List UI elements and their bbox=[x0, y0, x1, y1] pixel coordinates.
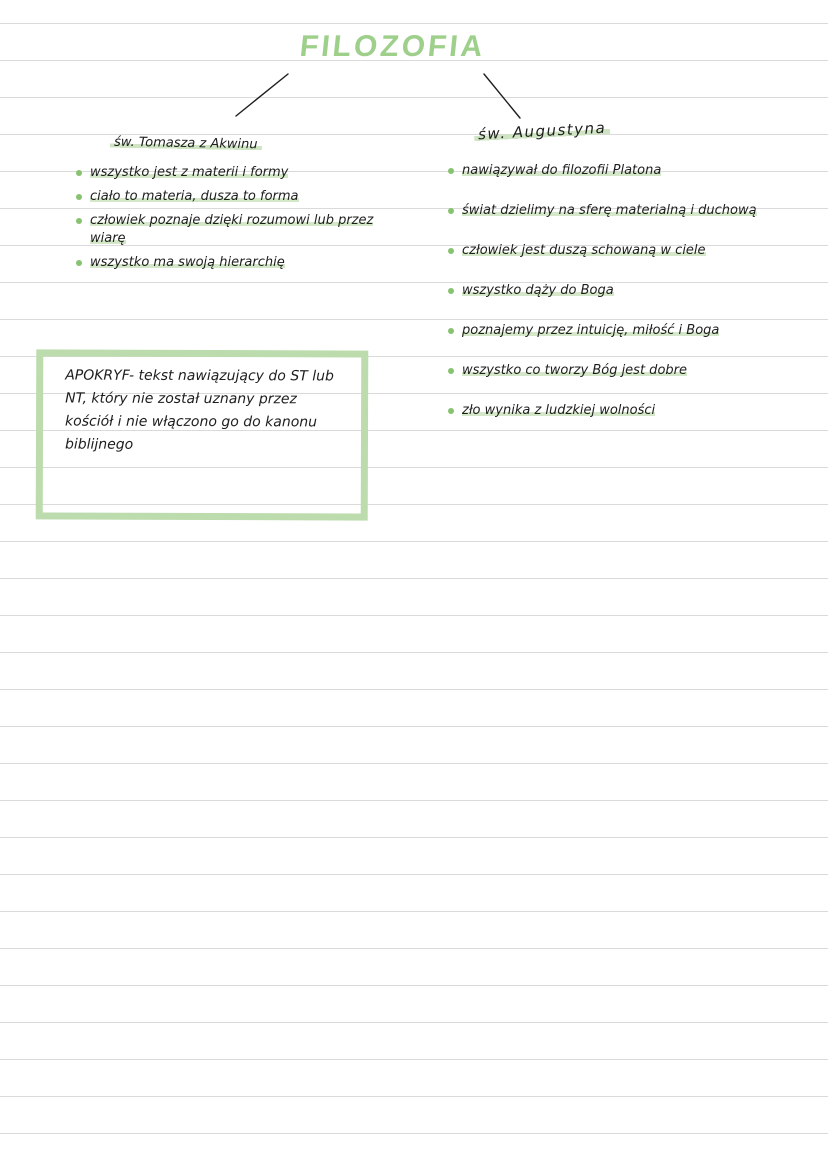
definition-text: APOKRYF- tekst nawiązujący do ST lub NT, który nie został uznany przez kościół i nie włączono go do kanonu biblijnego bbox=[64, 367, 334, 453]
list-item: nawiązywał do filozofii Platona bbox=[448, 162, 808, 180]
branch-line-right bbox=[484, 74, 520, 118]
list-item: poznajemy przez intuicję, miłość i Boga bbox=[448, 322, 808, 340]
list-item: świat dzielimy na sferę materialną i duchową bbox=[448, 202, 808, 220]
list-item: wszystko ma swoją hierarchię bbox=[76, 254, 376, 272]
page-title: FILOZOFIA bbox=[298, 30, 488, 63]
left-column-heading: św. Tomasza z Akwinu bbox=[110, 135, 262, 153]
list-item: człowiek poznaje dzięki rozumowi lub przez wiarę bbox=[76, 212, 376, 248]
list-item: wszystko co tworzy Bóg jest dobre bbox=[448, 362, 808, 380]
list-item: ciało to materia, dusza to forma bbox=[76, 188, 376, 206]
list-item: wszystko dąży do Boga bbox=[448, 282, 808, 300]
right-column-list bbox=[448, 162, 808, 442]
list-item: człowiek jest duszą schowaną w ciele bbox=[448, 242, 808, 260]
list-item: zło wynika z ludzkiej wolności bbox=[448, 402, 808, 420]
left-column-list bbox=[76, 164, 376, 278]
branch-line-left bbox=[236, 74, 288, 116]
list-item: wszystko jest z materii i formy bbox=[76, 164, 376, 182]
right-column-heading: św. Augustyna bbox=[474, 118, 611, 143]
definition-box bbox=[36, 349, 369, 520]
